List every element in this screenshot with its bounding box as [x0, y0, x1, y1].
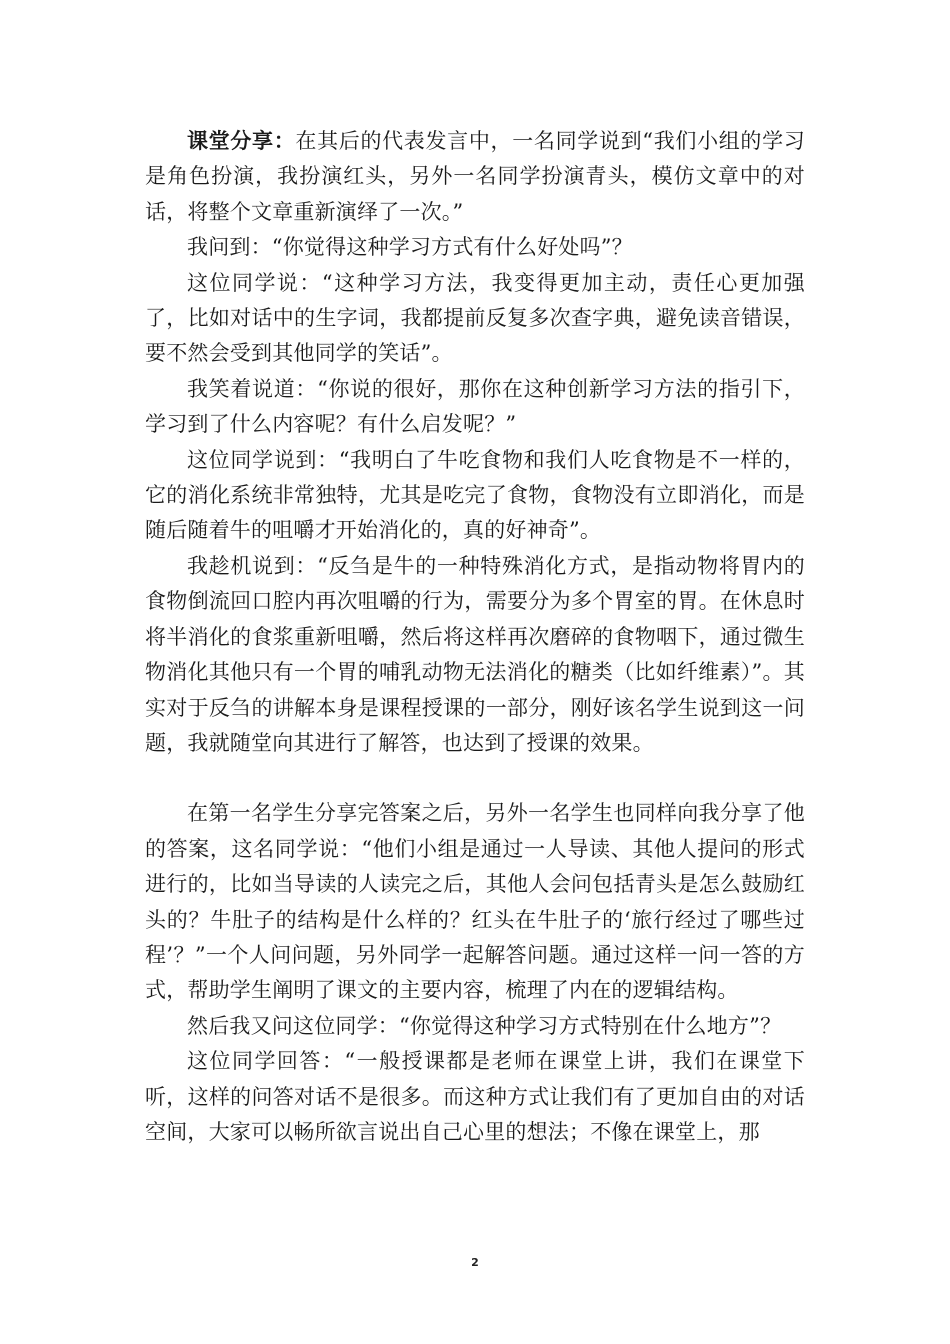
- paragraph-lead-label: 课堂分享：: [187, 129, 296, 153]
- paragraph-text: 在其后的代表发言中，一名同学说到“我们小组的学习是角色扮演，我扮演红头，另外一名同学扮演青头，模仿文章中的对话，将整个文章重新演绎了一次。”: [145, 129, 805, 224]
- paragraph: 这位同学回答：“一般授课都是老师在课堂上讲，我们在课堂下听，这样的问答对话不是很多。而这种方式让我们有了更加自由的对话空间，大家可以畅所欲言说出自己心里的想法；不像在课堂上，那: [145, 1049, 805, 1144]
- paragraph: 我趁机说到：“反刍是牛的一种特殊消化方式，是指动物将胃内的食物倒流回口腔内再次咀嚼的行为，需要分为多个胃室的胃。在休息时将半消化的食浆重新咀嚼，然后将这样再次磨碎的食物咽下，通过微生物消化其他只有一个胃的哺乳动物无法消化的糖类（比如纤维素）”。其实对于反刍的讲解本身是课程授课的一部分，刚好该名学生说到这一问题，我就随堂向其进行了解答，也达到了授课的效果。: [145, 553, 805, 755]
- page-number: 2: [471, 1256, 479, 1269]
- document-body: [145, 124, 805, 1150]
- paragraph: 在第一名学生分享完答案之后，另外一名学生也同样向我分享了他的答案，这名同学说：“他们小组是通过一人导读、其他人提问的形式进行的，比如当导读的人读完之后，其他人会问包括青头是怎么鼓励红头的？牛肚子的结构是什么样的？红头在牛肚子的‘旅行经过了哪些过程’？”一个人问问题，另外同学一起解答问题。通过这样一问一答的方式，帮助学生阐明了课文的主要内容，梳理了内在的逻辑结构。: [145, 801, 805, 1003]
- paragraph: 这位同学说：“这种学习方法，我变得更加主动，责任心更加强了，比如对话中的生字词，我都提前反复多次查字典，避免读音错误，要不然会受到其他同学的笑话”。: [145, 270, 805, 366]
- paragraph-classroom-sharing: [145, 124, 805, 230]
- paragraph: 我笑着说道：“你说的很好，那你在这种创新学习方法的指引下，学习到了什么内容呢？有什么启发呢？”: [145, 376, 805, 437]
- paragraph-spacer: [145, 761, 805, 796]
- paragraph: 我问到：“你觉得这种学习方式有什么好处吗”？: [187, 235, 633, 260]
- paragraph: 然后我又问这位同学：“你觉得这种学习方式特别在什么地方”？: [187, 1013, 782, 1038]
- paragraph: 这位同学说到：“我明白了牛吃食物和我们人吃食物是不一样的，它的消化系统非常独特，尤其是吃完了食物，食物没有立即消化，而是随后随着牛的咀嚼才开始消化的，真的好神奇”。: [145, 447, 805, 543]
